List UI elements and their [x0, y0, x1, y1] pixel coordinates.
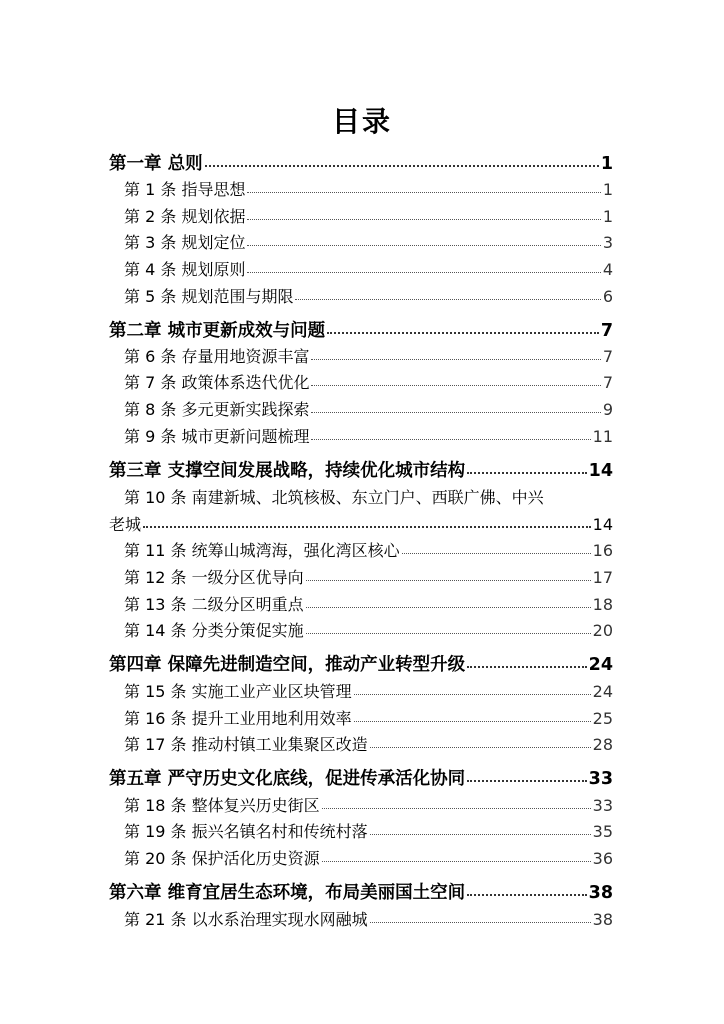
- toc-chapter-3[interactable]: [109, 458, 613, 484]
- dot-leader: [322, 795, 591, 811]
- page-number: 24: [592, 682, 613, 701]
- page-number: 1: [600, 154, 613, 174]
- page-number: 1: [602, 180, 613, 199]
- dot-leader: [467, 459, 587, 477]
- dot-leader: [306, 620, 591, 636]
- article-title: 第 10 条 南建新城、北筑核极、东立门户、西联广佛、中兴: [124, 488, 544, 507]
- article-title: 第 6 条 存量用地资源丰富: [124, 347, 310, 366]
- dot-leader: [370, 734, 591, 750]
- article-title: 第 11 条 统筹山城湾海，强化湾区核心: [124, 541, 400, 560]
- toc-article-1[interactable]: [124, 178, 613, 202]
- article-title: 第 19 条 振兴名镇名村和传统村落: [124, 822, 368, 841]
- article-title: 第 8 条 多元更新实践探索: [124, 400, 310, 419]
- article-title: 第 12 条 一级分区优导向: [124, 568, 304, 587]
- page-title: 目录: [331, 105, 392, 138]
- dot-leader: [402, 540, 591, 556]
- page-number: 7: [602, 347, 613, 366]
- article-title: 第 18 条 整体复兴历史街区: [124, 796, 320, 815]
- toc-article-4[interactable]: [124, 258, 613, 282]
- article-title: 第 5 条 规划范围与期限: [124, 287, 294, 306]
- dot-leader: [143, 514, 591, 530]
- page-number: 16: [592, 541, 613, 560]
- dot-leader: [311, 372, 600, 388]
- article-title: 第 14 条 分类分策促实施: [124, 621, 304, 640]
- dot-leader: [467, 881, 587, 899]
- toc-article-12[interactable]: [124, 566, 613, 590]
- page-number: 33: [592, 796, 613, 815]
- dot-leader: [295, 286, 600, 302]
- article-title: 第 4 条 规划原则: [124, 260, 246, 279]
- dot-leader: [306, 567, 591, 583]
- dot-leader: [322, 848, 591, 864]
- dot-leader: [247, 179, 600, 195]
- article-title: 第 9 条 城市更新问题梳理: [124, 427, 310, 446]
- article-title: 第 16 条 提升工业用地利用效率: [124, 709, 352, 728]
- article-title-continued: 老城: [109, 515, 142, 534]
- article-title: 第 20 条 保护活化历史资源: [124, 849, 320, 868]
- toc-article-11[interactable]: [124, 539, 613, 563]
- dot-leader: [247, 206, 600, 222]
- page-number: 36: [592, 849, 613, 868]
- page-number: 4: [602, 260, 613, 279]
- chapter-title: 第六章 维育宜居生态环境，布局美丽国土空间: [109, 883, 466, 903]
- page-number: 20: [592, 621, 613, 640]
- page-number: 38: [588, 883, 613, 903]
- toc-chapter-2[interactable]: [109, 318, 613, 344]
- article-title: 第 1 条 指导思想: [124, 180, 246, 199]
- page-number: 14: [592, 515, 613, 534]
- page-number: 7: [600, 321, 613, 341]
- chapter-title: 第三章 支撑空间发展战略，持续优化城市结构: [109, 461, 466, 481]
- toc-chapter-4[interactable]: [109, 652, 613, 678]
- toc-article-17[interactable]: [124, 733, 613, 757]
- dot-leader: [247, 232, 600, 248]
- toc-article-13[interactable]: [124, 593, 613, 617]
- article-title: 第 7 条 政策体系迭代优化: [124, 373, 310, 392]
- toc-article-15[interactable]: [124, 680, 613, 704]
- page-number: 9: [602, 400, 613, 419]
- toc-article-6[interactable]: [124, 345, 613, 369]
- page-number: 14: [588, 461, 613, 481]
- toc-article-8[interactable]: [124, 398, 613, 422]
- chapter-title: 第五章 严守历史文化底线，促进传承活化协同: [109, 769, 466, 789]
- dot-leader: [354, 708, 591, 724]
- toc-article-10-line1[interactable]: [124, 486, 613, 510]
- dot-leader: [311, 399, 600, 415]
- page-number: 7: [602, 373, 613, 392]
- chapter-title: 第二章 城市更新成效与问题: [109, 321, 326, 341]
- dot-leader: [327, 319, 599, 337]
- dot-leader: [354, 681, 591, 697]
- dot-leader: [311, 426, 590, 442]
- page-number: 1: [602, 207, 613, 226]
- article-title: 第 13 条 二级分区明重点: [124, 595, 304, 614]
- dot-leader: [370, 909, 591, 925]
- toc-article-9[interactable]: [124, 425, 613, 449]
- article-title: 第 15 条 实施工业产业区块管理: [124, 682, 352, 701]
- page-number: 38: [592, 910, 613, 929]
- dot-leader: [370, 821, 591, 837]
- toc-chapter-1[interactable]: [109, 151, 613, 177]
- toc-chapter-6[interactable]: [109, 880, 613, 906]
- toc-article-7[interactable]: [124, 371, 613, 395]
- toc-article-2[interactable]: [124, 205, 613, 229]
- toc-article-14[interactable]: [124, 619, 613, 643]
- article-title: 第 21 条 以水系治理实现水网融城: [124, 910, 368, 929]
- toc-article-20[interactable]: [124, 847, 613, 871]
- toc-chapter-5[interactable]: [109, 766, 613, 792]
- dot-leader: [247, 259, 600, 275]
- page-number: 11: [592, 427, 613, 446]
- dot-leader: [311, 346, 600, 362]
- toc-article-3[interactable]: [124, 231, 613, 255]
- article-title: 第 3 条 规划定位: [124, 233, 246, 252]
- article-title: 第 2 条 规划依据: [124, 207, 246, 226]
- toc-article-19[interactable]: [124, 820, 613, 844]
- toc-article-16[interactable]: [124, 707, 613, 731]
- page-number: 6: [602, 287, 613, 306]
- article-title: 第 17 条 推动村镇工业集聚区改造: [124, 735, 368, 754]
- toc-article-5[interactable]: [124, 285, 613, 309]
- chapter-title: 第一章 总则: [109, 154, 203, 174]
- dot-leader: [467, 653, 587, 671]
- page-number: 28: [592, 735, 613, 754]
- page-number: 24: [588, 655, 613, 675]
- dot-leader: [205, 152, 599, 170]
- page-number: 25: [592, 709, 613, 728]
- page-number: 18: [592, 595, 613, 614]
- page-number: 33: [588, 769, 613, 789]
- dot-leader: [306, 594, 591, 610]
- page-number: 3: [602, 233, 613, 252]
- toc-article-21[interactable]: [124, 908, 613, 932]
- toc-article-18[interactable]: [124, 794, 613, 818]
- chapter-title: 第四章 保障先进制造空间，推动产业转型升级: [109, 655, 466, 675]
- page-number: 35: [592, 822, 613, 841]
- toc-article-10-line2[interactable]: [109, 513, 613, 537]
- page-number: 17: [592, 568, 613, 587]
- dot-leader: [467, 767, 587, 785]
